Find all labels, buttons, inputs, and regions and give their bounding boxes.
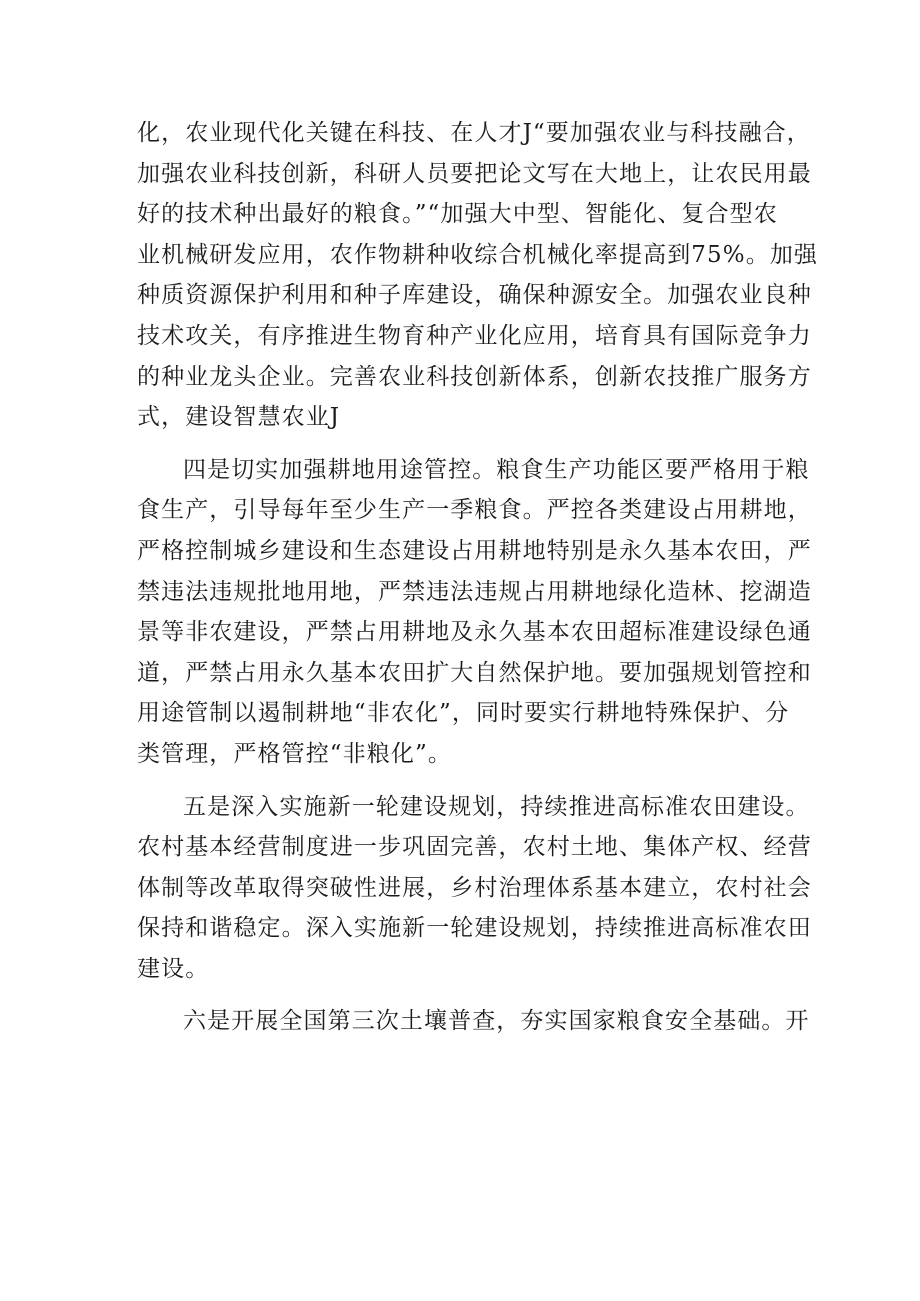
- text-line: 业机械研发应用，农作物耕种收综合机械化率提高到75%。加强: [137, 241, 819, 268]
- text-line: 四是切实加强耕地用途管控。粮食生产功能区要严格用于粮: [183, 456, 810, 483]
- text-line: 化，农业现代化关键在科技、在人才J“要加强农业与科技融合，: [137, 120, 811, 146]
- paragraph-4: [137, 1001, 810, 1042]
- text-line: 种质资源保护利用和种子库建设，确保种源安全。加强农业良种: [137, 282, 812, 309]
- text-line: 加强农业科技创新，科研人员要把论文写在大地上，让农民用最: [137, 160, 812, 187]
- text-line: 禁违法违规批地用地，严禁违法违规占用耕地绿化造林、挖湖造: [137, 578, 812, 605]
- text-line: 食生产，引导每年至少生产一季粮食。严控各类建设占用耕地，: [137, 497, 812, 524]
- text-line: 技术攻关，有序推进生物育种产业化应用，培育具有国际竞争力: [137, 322, 812, 349]
- text-line: 体制等改革取得突破性进展，乡村治理体系基本建立，农村社会: [137, 874, 812, 901]
- text-line: 严格控制城乡建设和生态建设占用耕地特别是永久基本农田，严: [137, 537, 812, 564]
- text-line: 式，建设智慧农业J: [137, 404, 341, 431]
- document-body: [137, 113, 819, 1042]
- text-line: 保持和谐稳定。深入实施新一轮建设规划，持续推进高标准农田: [137, 915, 812, 942]
- paragraph-3: [137, 787, 812, 990]
- paragraph-2: [137, 450, 812, 775]
- text-line: 五是深入实施新一轮建设规划，持续推进高标准农田建设。: [183, 793, 810, 820]
- paragraph-1: [137, 113, 819, 438]
- text-line: 建设。: [137, 955, 210, 982]
- text-line: 用途管制以遏制耕地“非农化”，同时要实行耕地特殊保护、分: [137, 700, 790, 727]
- text-line: 农村基本经营制度进一步巩固完善，农村土地、集体产权、经营: [137, 834, 812, 861]
- text-line: 好的技术种出最好的粮食。”“加强大中型、智能化、复合型农: [137, 201, 778, 228]
- text-line: 道，严禁占用永久基本农田扩大自然保护地。要加强规划管控和: [137, 659, 812, 686]
- text-line: 景等非农建设，严禁占用耕地及永久基本农田超标准建设绿色通: [137, 619, 812, 646]
- text-line: 类管理，严格管控“非粮化”。: [137, 740, 452, 767]
- text-line: 的种业龙头企业。完善农业科技创新体系，创新农技推广服务方: [137, 363, 812, 390]
- text-line: 六是开展全国第三次土壤普查，夯实国家粮食安全基础。开: [183, 1008, 810, 1035]
